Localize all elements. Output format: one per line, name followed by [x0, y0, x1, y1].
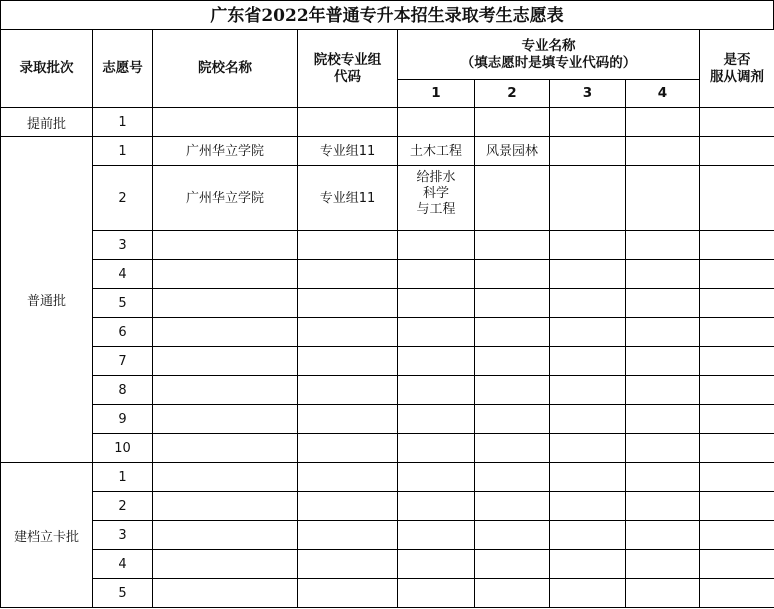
- header-group-code-line2: 代码: [334, 68, 361, 85]
- major-4-cell[interactable]: [626, 579, 700, 608]
- major-4-cell[interactable]: [626, 137, 700, 166]
- group-code-cell[interactable]: [298, 434, 398, 463]
- major-4-cell[interactable]: [626, 347, 700, 376]
- major-1-cell[interactable]: [398, 579, 475, 608]
- school-name-cell[interactable]: [153, 434, 298, 463]
- school-name-cell[interactable]: [153, 579, 298, 608]
- major-2-cell[interactable]: [475, 166, 550, 231]
- school-name-cell[interactable]: [153, 231, 298, 260]
- header-obey-line2: 服从调剂: [710, 68, 764, 85]
- major-1-line: 与工程: [416, 202, 456, 217]
- table-row: [1, 289, 774, 318]
- major-2-cell[interactable]: [475, 492, 550, 521]
- major-3-cell[interactable]: [550, 260, 626, 289]
- header-row-1: [1, 30, 774, 80]
- choice-no-cell: 1: [93, 463, 153, 492]
- header-group-code-line1: 院校专业组: [313, 51, 382, 68]
- header-obey-adjust: [700, 30, 774, 108]
- table-row: [1, 347, 774, 376]
- major-1-cell[interactable]: [398, 376, 475, 405]
- major-1-cell[interactable]: [398, 405, 475, 434]
- table-row: [1, 318, 774, 347]
- school-name-cell[interactable]: [153, 318, 298, 347]
- major-3-cell[interactable]: [550, 492, 626, 521]
- major-3-cell[interactable]: [550, 550, 626, 579]
- header-major-col-2: 2: [475, 80, 550, 108]
- major-4-cell[interactable]: [626, 260, 700, 289]
- table-row: [1, 434, 774, 463]
- header-choice-no: 志愿号: [93, 30, 153, 108]
- choice-no-cell: 9: [93, 405, 153, 434]
- choice-no-cell: 2: [93, 166, 153, 231]
- major-4-cell[interactable]: [626, 405, 700, 434]
- major-3-cell[interactable]: [550, 521, 626, 550]
- obey-adjust-cell[interactable]: [700, 492, 774, 521]
- major-2-cell[interactable]: [475, 260, 550, 289]
- table-row: [1, 550, 774, 579]
- choice-no-cell: 3: [93, 521, 153, 550]
- table-row: [1, 260, 774, 289]
- major-4-cell[interactable]: [626, 318, 700, 347]
- major-2-cell[interactable]: [475, 318, 550, 347]
- major-3-cell[interactable]: [550, 434, 626, 463]
- major-3-cell[interactable]: [550, 463, 626, 492]
- group-code-cell[interactable]: [298, 579, 398, 608]
- table-row: [1, 579, 774, 608]
- group-code-cell[interactable]: [298, 347, 398, 376]
- major-3-cell[interactable]: [550, 108, 626, 137]
- major-4-cell[interactable]: [626, 108, 700, 137]
- choice-no-cell: 4: [93, 550, 153, 579]
- group-code-cell[interactable]: [298, 260, 398, 289]
- group-code-cell[interactable]: [298, 318, 398, 347]
- group-code-cell[interactable]: [298, 550, 398, 579]
- school-name-cell[interactable]: [153, 492, 298, 521]
- major-3-cell[interactable]: [550, 231, 626, 260]
- form-title: 广东省2022年普通专升本招生录取考生志愿表: [0, 0, 774, 30]
- header-batch: 录取批次: [1, 30, 93, 108]
- choice-no-cell: 4: [93, 260, 153, 289]
- header-major-col-1: 1: [398, 80, 475, 108]
- choice-no-cell: 5: [93, 289, 153, 318]
- group-code-cell[interactable]: [298, 521, 398, 550]
- major-2-cell[interactable]: 风景园林: [475, 137, 550, 166]
- school-name-cell[interactable]: [153, 550, 298, 579]
- obey-adjust-cell[interactable]: [700, 579, 774, 608]
- major-1-cell[interactable]: [398, 550, 475, 579]
- table-row: [1, 137, 774, 166]
- major-4-cell[interactable]: [626, 550, 700, 579]
- major-1-cell[interactable]: [398, 260, 475, 289]
- school-name-cell[interactable]: [153, 347, 298, 376]
- choice-no-cell: 5: [93, 579, 153, 608]
- school-name-cell[interactable]: 广州华立学院: [153, 166, 298, 231]
- table-row: [1, 492, 774, 521]
- major-1-cell[interactable]: [398, 318, 475, 347]
- header-obey-line1: 是否: [723, 51, 751, 68]
- obey-adjust-cell[interactable]: [700, 521, 774, 550]
- major-4-cell[interactable]: [626, 289, 700, 318]
- header-major-name: [398, 30, 700, 80]
- school-name-cell[interactable]: [153, 108, 298, 137]
- major-3-cell[interactable]: [550, 405, 626, 434]
- choice-no-cell: 2: [93, 492, 153, 521]
- major-4-cell[interactable]: [626, 521, 700, 550]
- major-3-cell[interactable]: [550, 318, 626, 347]
- table-row: [1, 108, 774, 137]
- major-2-cell[interactable]: [475, 347, 550, 376]
- major-1-line: 科学: [422, 186, 449, 201]
- major-1-cell[interactable]: [398, 521, 475, 550]
- major-3-cell[interactable]: [550, 347, 626, 376]
- choice-no-cell: 8: [93, 376, 153, 405]
- major-2-cell[interactable]: [475, 463, 550, 492]
- major-1-line: 给排水: [416, 170, 456, 185]
- major-3-cell[interactable]: [550, 137, 626, 166]
- batch-label-early: 提前批: [1, 108, 93, 137]
- major-1-cell[interactable]: [398, 289, 475, 318]
- obey-adjust-cell[interactable]: [700, 405, 774, 434]
- group-code-cell[interactable]: 专业组11: [298, 166, 398, 231]
- choice-no-cell: 6: [93, 318, 153, 347]
- obey-adjust-cell[interactable]: [700, 108, 774, 137]
- school-name-cell[interactable]: [153, 260, 298, 289]
- major-3-cell[interactable]: [550, 376, 626, 405]
- major-3-cell[interactable]: [550, 579, 626, 608]
- choice-no-cell: 1: [93, 108, 153, 137]
- major-2-cell[interactable]: [475, 376, 550, 405]
- school-name-cell[interactable]: [153, 376, 298, 405]
- application-table: [0, 29, 774, 608]
- major-1-cell[interactable]: [398, 231, 475, 260]
- obey-adjust-cell[interactable]: [700, 260, 774, 289]
- major-1-cell[interactable]: [398, 347, 475, 376]
- table-row: [1, 521, 774, 550]
- school-name-cell[interactable]: [153, 521, 298, 550]
- major-4-cell[interactable]: [626, 434, 700, 463]
- obey-adjust-cell[interactable]: [700, 318, 774, 347]
- group-code-cell[interactable]: [298, 376, 398, 405]
- school-name-cell[interactable]: [153, 289, 298, 318]
- group-code-cell[interactable]: [298, 289, 398, 318]
- header-major-col-4: 4: [626, 80, 700, 108]
- school-name-cell[interactable]: [153, 463, 298, 492]
- choice-no-cell: 7: [93, 347, 153, 376]
- table-row: [1, 376, 774, 405]
- obey-adjust-cell[interactable]: [700, 463, 774, 492]
- header-school-name: 院校名称: [153, 30, 298, 108]
- group-code-cell[interactable]: 专业组11: [298, 137, 398, 166]
- group-code-cell[interactable]: [298, 463, 398, 492]
- choice-no-cell: 10: [93, 434, 153, 463]
- header-major-name-line2: （填志愿时是填专业代码的）: [460, 54, 637, 71]
- obey-adjust-cell[interactable]: [700, 289, 774, 318]
- school-name-cell[interactable]: [153, 405, 298, 434]
- table-row: [1, 166, 774, 231]
- obey-adjust-cell[interactable]: [700, 376, 774, 405]
- header-major-col-3: 3: [550, 80, 626, 108]
- table-row: [1, 463, 774, 492]
- major-1-cell[interactable]: 土木工程: [398, 137, 475, 166]
- major-1-cell[interactable]: [398, 463, 475, 492]
- batch-label-regular: 普通批: [1, 137, 93, 463]
- group-code-cell[interactable]: [298, 108, 398, 137]
- table-row: [1, 405, 774, 434]
- choice-no-cell: 3: [93, 231, 153, 260]
- major-2-cell[interactable]: [475, 579, 550, 608]
- group-code-cell[interactable]: [298, 405, 398, 434]
- header-major-name-line1: 专业名称: [521, 37, 576, 54]
- major-2-cell[interactable]: [475, 108, 550, 137]
- batch-label-filing: 建档立卡批: [1, 463, 93, 608]
- group-code-cell[interactable]: [298, 492, 398, 521]
- group-code-cell[interactable]: [298, 231, 398, 260]
- major-1-cell[interactable]: [398, 166, 475, 231]
- major-1-cell[interactable]: [398, 434, 475, 463]
- header-group-code: [298, 30, 398, 108]
- school-name-cell[interactable]: 广州华立学院: [153, 137, 298, 166]
- major-3-cell[interactable]: [550, 289, 626, 318]
- major-3-cell[interactable]: [550, 166, 626, 231]
- obey-adjust-cell[interactable]: [700, 550, 774, 579]
- major-4-cell[interactable]: [626, 492, 700, 521]
- obey-adjust-cell[interactable]: [700, 434, 774, 463]
- table-row: [1, 231, 774, 260]
- choice-no-cell: 1: [93, 137, 153, 166]
- major-2-cell[interactable]: [475, 405, 550, 434]
- major-4-cell[interactable]: [626, 463, 700, 492]
- major-4-cell[interactable]: [626, 231, 700, 260]
- major-2-cell[interactable]: [475, 550, 550, 579]
- major-1-cell[interactable]: [398, 108, 475, 137]
- major-2-cell[interactable]: [475, 289, 550, 318]
- obey-adjust-cell[interactable]: [700, 166, 774, 231]
- obey-adjust-cell[interactable]: [700, 137, 774, 166]
- major-4-cell[interactable]: [626, 166, 700, 231]
- major-4-cell[interactable]: [626, 376, 700, 405]
- obey-adjust-cell[interactable]: [700, 347, 774, 376]
- major-2-cell[interactable]: [475, 521, 550, 550]
- major-2-cell[interactable]: [475, 434, 550, 463]
- major-2-cell[interactable]: [475, 231, 550, 260]
- obey-adjust-cell[interactable]: [700, 231, 774, 260]
- table-body: [1, 108, 774, 608]
- major-1-cell[interactable]: [398, 492, 475, 521]
